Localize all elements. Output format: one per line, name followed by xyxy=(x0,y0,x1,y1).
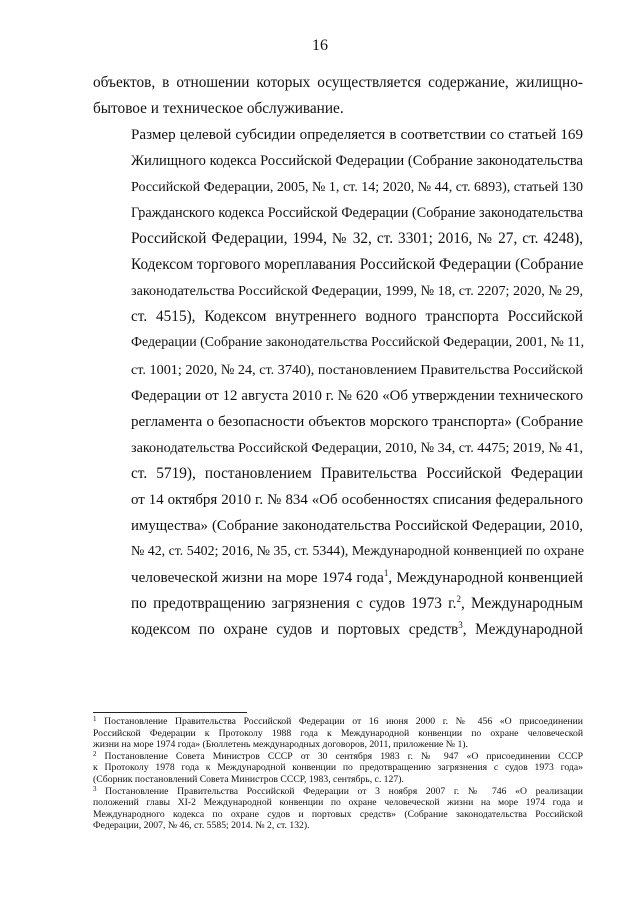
footnote-1 xyxy=(93,716,583,751)
text-line: Российской Федерации, 2005, № 1, ст. 14; 2020, № 44, ст. 6893), статьей 130 xyxy=(131,179,584,196)
footnote-mark: 2 xyxy=(93,749,97,758)
text-line: Федерации (Собрание законодательства Российской Федерации, 2001, № 11, xyxy=(131,335,585,351)
text-line: Жилищного кодекса Российской Федерации (Собрание законодательства xyxy=(131,153,583,170)
text-line: Кодексом торгового мореплавания Российской Федерации (Собрание xyxy=(131,256,584,274)
text-line: ст. 1001; 2020, № 24, ст. 3740), постановлением Правительства Российской xyxy=(131,361,583,378)
footnote-line: жизни на море 1974 года» (Бюллетень международных договоров, 2011, приложение № 1). xyxy=(93,739,468,751)
footnote-mark: 1 xyxy=(93,715,97,723)
text-fragment: Постановление Правительства Российской Федерации от 16 июня 2000 г. № 456 «О присоединении xyxy=(96,716,583,727)
text-line: Размер целевой субсидии определяется в соответствии со статьей 169 xyxy=(131,127,583,144)
footnote-line: Российской Федерации к Протоколу 1988 года к Международной конвенции по охране человеческой xyxy=(93,727,583,739)
text-line: законодательства Российской Федерации, 1999, № 18, ст. 2207; 2020, № 29, xyxy=(131,283,584,300)
footnote-mark: 3 xyxy=(93,784,97,793)
footnote-line: положений главы XI-2 Международной конвенции по охране человеческой жизни на море 1974 года и xyxy=(93,797,583,809)
text-line: законодательства Российской Федерации, 2010, № 34, ст. 4475; 2019, № 41, xyxy=(131,439,584,456)
text-line-with-footnote-ref xyxy=(93,617,583,643)
paragraph-subsidy-basis xyxy=(93,122,583,643)
text-fragment: , Международным xyxy=(460,594,583,612)
text-line-with-footnote-ref xyxy=(93,591,583,617)
footnote-line: Международного кодекса по охране судов и портовых средств» (Собрание законодательства Российской xyxy=(93,808,583,820)
text-line-with-footnote-ref xyxy=(93,565,583,591)
text-line: ст. 5719), постановлением Правительства Российской Федерации xyxy=(131,464,583,482)
text-fragment: по предотвращению загрязнения с судов 1973 г. xyxy=(131,594,457,612)
text-line: ст. 4515), Кодексом внутреннего водного транспорта Российской xyxy=(131,308,583,326)
footnote-2 xyxy=(93,751,583,786)
text-fragment: кодексом по охране судов и портовых средств xyxy=(131,620,459,638)
footnote-line xyxy=(93,751,583,763)
text-line: регламента о безопасности объектов морского транспорта» (Собрание xyxy=(131,413,583,430)
text-fragment: , Международной конвенцией xyxy=(388,568,583,586)
paragraph-continuation xyxy=(93,70,583,122)
footnote-ref-2[interactable]: 2 xyxy=(456,593,461,604)
body-text xyxy=(93,70,583,643)
page-number: 16 xyxy=(312,37,328,54)
footnote-line: (Сборник постановлений Совета Министров СССР, 1983, сентябрь, с. 127). xyxy=(93,773,404,785)
text-fragment: , Международной xyxy=(462,620,583,638)
footnote-line: к Протоколу 1978 года к Международной конвенции по предотвращению загрязнения с судов 1973 года» xyxy=(93,762,583,774)
text-line: Гражданского кодекса Российской Федерации (Собрание законодательства xyxy=(131,205,583,222)
text-fragment: Постановление Совета Министров СССР от 30 сентября 1983 г. № 947 «О присоединении СССР xyxy=(96,750,583,762)
footnote-ref-3[interactable]: 3 xyxy=(458,619,463,630)
text-line: бытовое и техническое обслуживание. xyxy=(93,100,344,118)
footnote-divider xyxy=(93,712,247,713)
text-line: № 42, ст. 5402; 2016, № 35, ст. 5344), Международной конвенцией по охране xyxy=(131,543,585,559)
text-line: объектов, в отношении которых осуществляется содержание, жилищно- xyxy=(93,74,583,91)
text-line: от 14 октября 2010 г. № 834 «Об особенностях списания федерального xyxy=(131,491,583,508)
footnote-line: Федерации, 2007, № 46, ст. 5585; 2014. № 2, ст. 132). xyxy=(93,820,310,832)
text-line: имущества» (Собрание законодательства Российской Федерации, 2010, xyxy=(131,517,583,534)
footnote-line xyxy=(93,716,583,728)
footnote-3 xyxy=(93,786,583,832)
footnotes xyxy=(93,716,583,832)
text-fragment: человеческой жизни на море 1974 года xyxy=(131,568,384,586)
text-fragment: Постановление Правительства Российской Федерации от 3 ноября 2007 г. № 746 «О реализации xyxy=(96,785,583,797)
footnote-ref-1[interactable]: 1 xyxy=(383,567,389,578)
text-line: Федерации от 12 августа 2010 г. № 620 «Об утверждении технического xyxy=(131,387,583,404)
footnote-line xyxy=(93,786,583,798)
text-line: Российской Федерации, 1994, № 32, ст. 3301; 2016, № 27, ст. 4248), xyxy=(131,230,583,248)
